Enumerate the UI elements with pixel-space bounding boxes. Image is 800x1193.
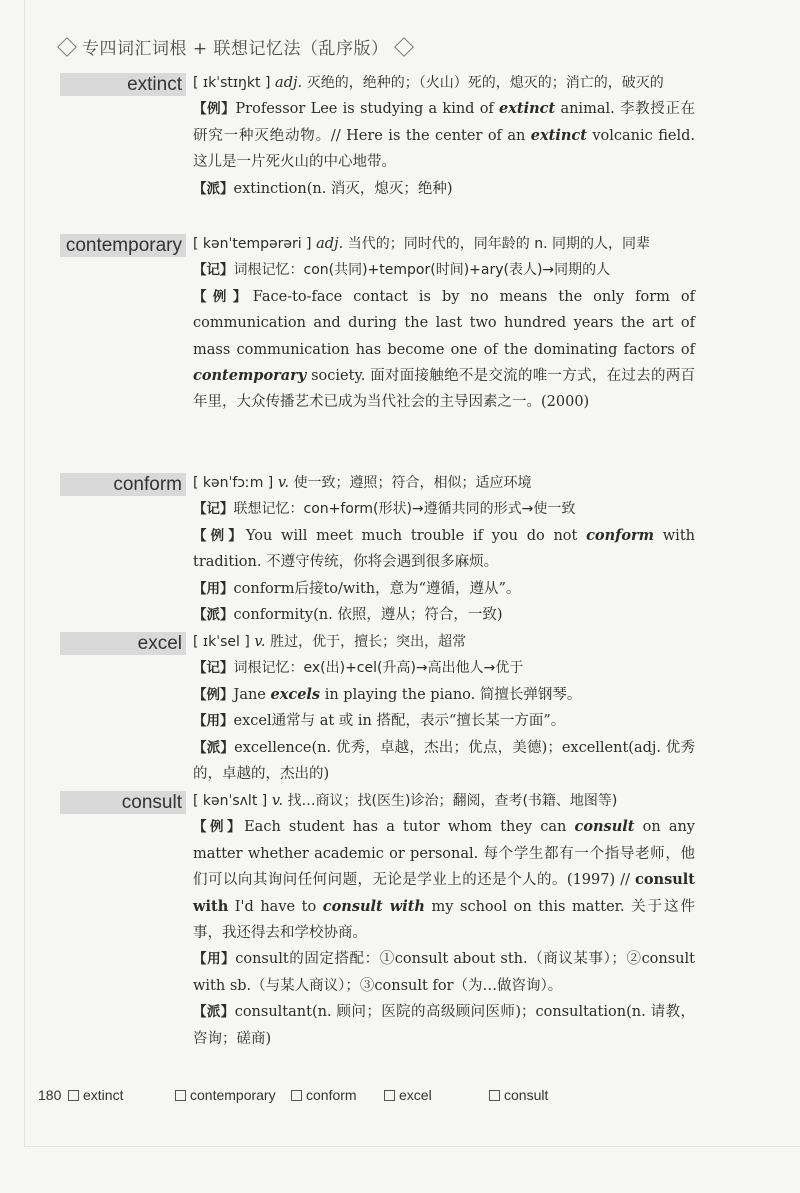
derivative-tag: 【派】 [193,1004,235,1021]
footer-word: excel [384,1087,432,1103]
example-text: Face-to-face contact is by no means the only form of communication and during the last two hundred years the art of mass communication has become one of the dominating factors of [193,288,696,358]
memory-tag: 【记】 [193,501,234,518]
usage-text: consult的固定搭配：①consult about sth.（商议某事）；②consult with sb.（与某人商议）；③consult for（为…做咨询）。 [193,951,695,994]
derivative-text: conformity(n. 依照，遵从；符合，一致) [233,607,503,624]
derivative-text: consultant(n. 顾问；医院的高级顾问医师)；consultation(n. 请教，咨询；磋商) [193,1004,695,1047]
pronunciation: [ kənˈfɔːm ] [193,475,274,491]
page-bottom-edge [24,1146,800,1147]
example-tag: 【例】 [193,686,234,703]
example-text: in playing the piano. 简擅长弹钢琴。 [320,686,582,703]
example-text: Professor Lee is studying a kind of [235,101,500,118]
definition-line [193,629,695,655]
example-text: society. 面对面接触绝不是交流的唯一方式，在过去的两百年里，大众传播艺术已成为当代社会的主导因素之一。(2000) [193,368,695,411]
example-text: Jane [233,686,271,703]
headword: consult [60,791,186,814]
example [193,814,695,946]
headword: extinct [60,73,186,96]
checkbox-icon [175,1090,186,1101]
entry-body [193,70,695,202]
memory-tip [193,257,695,283]
example-text: on any matter whether academic or personal. 每个学生都有一个指导老师，他们可以向其询问任何问题，无论是学业上的还是个人的。(1997) // [193,819,696,889]
headword: conform [60,473,186,496]
definition-line [193,70,695,96]
example-text: Each student has a tutor whom they can [244,819,575,836]
footer-word: contemporary [175,1087,276,1103]
derivative-tag: 【派】 [193,607,234,624]
entry-body [193,629,695,787]
diamond-icon [57,37,77,57]
usage-tag: 【用】 [193,951,236,968]
example [193,682,695,708]
page-edge [24,0,25,1146]
part-of-speech: adj. [316,236,344,252]
usage [193,708,695,734]
usage-tag: 【用】 [193,580,234,597]
definition-line [193,470,695,496]
pronunciation: [ ɪkˈstɪŋkt ] [193,75,271,91]
definition: 当代的；同时代的，同年龄的 n. 同期的人，同辈 [347,236,651,252]
memory-tip [193,655,695,681]
definition: 胜过，优于，擅长；突出，超常 [270,634,467,650]
usage-text: excel通常与 at 或 in 搭配，表示“擅长某一方面”。 [233,713,566,730]
example-keyword: excels [270,685,321,703]
example [193,523,695,576]
derivative-tag: 【派】 [193,739,235,756]
example-keyword: contemporary [193,367,307,385]
part-of-speech: v. [271,793,283,809]
usage-tag: 【用】 [193,713,234,730]
memory-text: 词根记忆：ex(出)+cel(升高)→高出他人→优于 [233,660,524,677]
definition: 灭绝的，绝种的；（火山）死的，熄灭的；消亡的，破灭的 [306,75,664,91]
derivative-text: extinction(n. 消灭，熄灭；绝种) [233,180,453,197]
headword: excel [60,632,186,655]
example [193,284,695,416]
example-text: I'd have to [228,898,323,915]
example-tag: 【例】 [193,288,253,305]
running-header [60,34,411,59]
checkbox-icon [489,1090,500,1101]
derivative [193,176,695,202]
usage [193,946,695,999]
example-keyword: extinct [499,100,556,118]
headword: contemporary [60,234,186,257]
checkbox-icon [384,1090,395,1101]
diamond-icon [394,37,414,57]
example-text: volcanic field. 这儿是一片死火山的中心地带。 [193,127,695,171]
example-text: animal. 李教授正在研究一种灭绝动物。// Here is the center of an [193,101,696,144]
checkbox-icon [291,1090,302,1101]
memory-tag: 【记】 [193,660,234,677]
pronunciation: [ kənˈtempərəri ] [193,236,312,252]
memory-text: 联想记忆：con+form(形状)→遵循共同的形式→使一致 [233,501,576,518]
example-text: You will meet much trouble if you do not [245,527,587,544]
memory-tag: 【记】 [193,262,234,279]
example-tag: 【例】 [193,527,246,544]
entry-body [193,231,695,416]
derivative-tag: 【派】 [193,180,234,197]
example-tag: 【例】 [193,819,245,836]
checkbox-icon [68,1090,79,1101]
definition: 使一致；遵照；符合，相似；适应环境 [293,475,532,491]
pronunciation: [ kənˈsʌlt ] [193,793,268,809]
example-tag: 【例】 [193,101,236,118]
footer-word: conform [291,1087,357,1103]
part-of-speech: adj. [275,75,303,91]
example-keyword: consult [574,818,635,836]
pronunciation: [ ɪkˈsel ] [193,634,250,650]
usage-text: conform后接to/with，意为“遵循，遵从”。 [233,580,521,597]
derivative [193,999,695,1052]
footer-word: consult [489,1087,548,1103]
entry-body [193,470,695,628]
memory-tip [193,496,695,522]
header-title: 专四词汇词根 + 联想记忆法（乱序版） [82,39,389,59]
example-text: my school on this matter. 关于这件事，我还得去和学校协商。 [193,898,695,942]
usage [193,576,695,602]
example-keyword: conform [586,526,655,544]
derivative-text: excellence(n. 优秀，卓越，杰出；优点，美德)；excellent(adj. 优秀的，卓越的，杰出的) [193,739,696,783]
derivative [193,735,695,788]
example-keyword: consult with [193,871,695,915]
entry-body [193,788,695,1052]
example-keyword: consult with [322,897,425,915]
definition-line [193,788,695,814]
example-text: with tradition. 不遵守传统，你将会遇到很多麻烦。 [193,527,695,571]
part-of-speech: v. [254,634,266,650]
derivative [193,602,695,628]
memory-text: 词根记忆：con(共同)+tempor(时间)+ary(表人)→同期的人 [233,262,611,279]
definition-line [193,231,695,257]
page-number: 180 [38,1087,62,1103]
part-of-speech: v. [277,475,289,491]
example [193,96,695,175]
definition: 找…商议；找(医生)诊治；翻阅，查考(书籍、地图等) [287,793,618,809]
example-keyword: extinct [530,126,587,144]
footer-word: extinct [68,1087,123,1103]
